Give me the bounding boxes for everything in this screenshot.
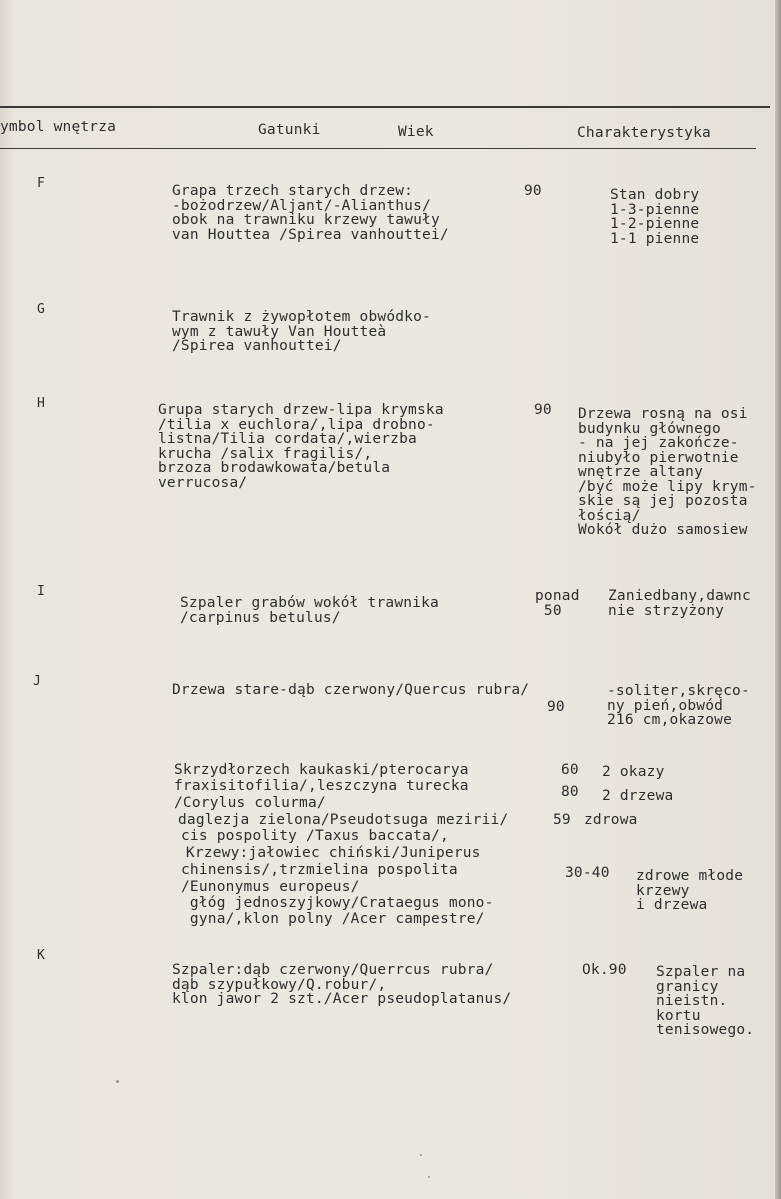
section-f-age: 90 bbox=[524, 183, 542, 199]
section-k-characteristic: Szpaler na granicy nieistn. kortu tenisowego. bbox=[656, 964, 755, 1038]
column-header-species: Gatunki bbox=[258, 122, 321, 138]
section-k-age: Ok.90 bbox=[582, 962, 627, 978]
j-sub-line-2: fraxisitofilia/,leszczyna turecka bbox=[174, 778, 469, 794]
column-header-symbol: ymbol wnętrza bbox=[0, 119, 117, 135]
j-sub-line-6: Krzewy:jałowiec chiński/Juniperus bbox=[177, 845, 481, 861]
section-symbol-k: K bbox=[37, 948, 45, 963]
section-h-species: Grupa starych drzew-lipa krymska /tilia x euchlora/,lipa drobno- listna/Tilia cordata/,wierzba krucha /salix fragilis/, brzoza brodawkowata/betula verrucosa/ bbox=[158, 402, 444, 491]
section-h-age: 90 bbox=[534, 402, 552, 418]
j-sub-age-7: 30-40 bbox=[565, 865, 610, 881]
j-sub-line-10: gyna/,klon polny /Acer campestre/ bbox=[181, 911, 485, 927]
j-sub-line-9: głóg jednoszyjkowy/Crataegus mono- bbox=[181, 895, 494, 911]
section-h-characteristic: Drzewa rosną na osi budynku głównego - na jej zakończe- niubyło pierwotnie wnętrze altany /być może lipy krym- skie są jej pozosta łością/ Wokół dużo samosiew bbox=[578, 406, 757, 538]
j-sub-age-4: 59 bbox=[553, 812, 571, 828]
section-i-species: Szpaler grabów wokół trawnika /carpinus betulus/ bbox=[180, 595, 439, 626]
j-sub-line-4: daglezja zielona/Pseudotsuga mezirii/ bbox=[178, 812, 509, 828]
scan-speck bbox=[116, 1080, 119, 1083]
section-f-characteristic: Stan dobry 1-3-pienne 1-2-pienne 1-1 pienne bbox=[610, 187, 700, 247]
j-sub-line-1: Skrzydłorzech kaukaski/pterocarya bbox=[174, 762, 469, 778]
header-top-rule bbox=[0, 106, 770, 108]
page-edge-shadow bbox=[775, 0, 781, 1199]
section-k-species: Szpaler:dąb czerwony/Querrcus rubra/ dąb szypułkowy/Q.robur/, klon jawor 2 szt./Acer pseudoplatanus/ bbox=[172, 962, 512, 1007]
section-symbol-g: G bbox=[37, 302, 45, 317]
j-sub-line-3: /Corylus colurma/ bbox=[174, 795, 326, 811]
j-sub-char-4: zdrowa bbox=[584, 812, 638, 828]
section-symbol-h: H bbox=[37, 396, 45, 411]
j-sub-char-7: zdrowe młode krzewy i drzewa bbox=[636, 868, 744, 913]
scan-speck bbox=[428, 1176, 430, 1178]
header-bottom-rule bbox=[0, 148, 756, 149]
j-sub-line-5: cis pospolity /Taxus baccata/, bbox=[181, 828, 449, 844]
section-j-species: Drzewa stare-dąb czerwony/Quercus rubra/ bbox=[172, 682, 530, 698]
section-symbol-j: J bbox=[33, 674, 41, 689]
j-sub-char-1: 2 okazy bbox=[602, 764, 665, 780]
scan-speck bbox=[420, 1154, 422, 1156]
section-i-age: ponad 50 bbox=[535, 588, 580, 619]
j-sub-char-2: 2 drzewa bbox=[602, 788, 674, 804]
section-symbol-i: I bbox=[37, 584, 45, 599]
column-header-characteristic: Charakterystyka bbox=[577, 125, 711, 141]
j-sub-age-1: 60 bbox=[561, 762, 579, 778]
section-g-species: Trawnik z żywopłotem obwódko- wym z tawuły Van Houtteà /Spirea vanhouttei/ bbox=[172, 309, 431, 354]
j-sub-line-8: /Eunonymus europeus/ bbox=[181, 879, 360, 895]
section-symbol-f: F bbox=[37, 176, 45, 191]
section-f-species: Grapa trzech starych drzew: -bożodrzew/Aljant/-Alianthus/ obok na trawniku krzewy tawuły van Houttea /Spirea vanhouttei/ bbox=[172, 183, 449, 243]
j-sub-line-7: chinensis/,trzmielina pospolita bbox=[181, 862, 458, 878]
section-i-characteristic: Zaniedbany,dawnc nie strzyżony bbox=[608, 588, 751, 619]
section-j-age: 90 bbox=[547, 699, 565, 715]
j-sub-age-2: 80 bbox=[561, 784, 579, 800]
column-header-age: Wiek bbox=[398, 124, 434, 140]
section-j-characteristic: -soliter,skręco- ny pień,obwód 216 cm,okazowe bbox=[607, 683, 750, 728]
